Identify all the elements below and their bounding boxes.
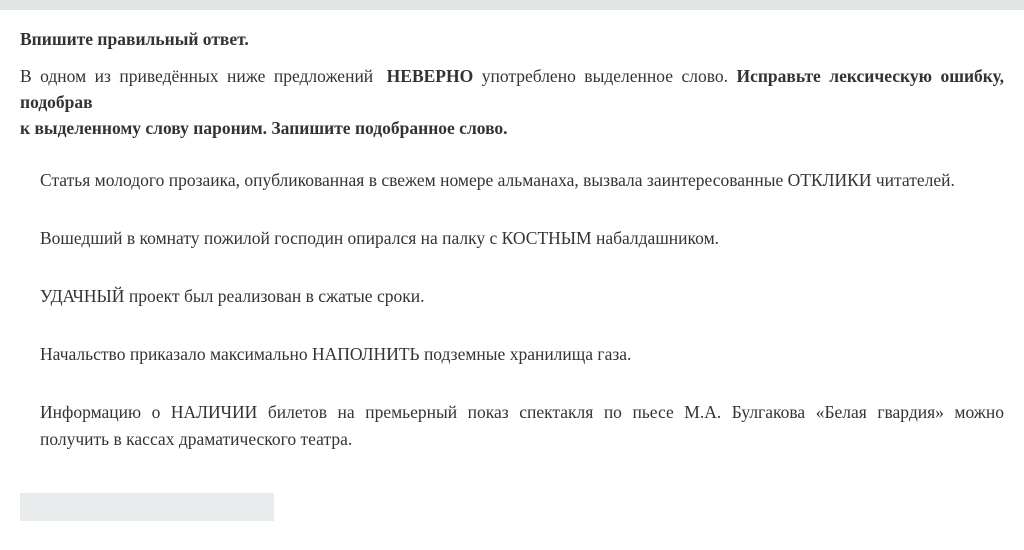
instruction-part-1: В одном из приведённых ниже предложений: [20, 66, 374, 86]
sentence-5-line-2: получить в кассах драматического театра.: [40, 429, 353, 449]
sentence-4: Начальство приказало максимально НАПОЛНИТЬ подземные хранилища газа.: [40, 344, 632, 364]
instruction-line-3-text: к выделенному слову пароним. Запишите подобранное слово.: [20, 118, 508, 138]
sentence-1: Статья молодого прозаика, опубликованная в свежем номере альманаха, вызвала заинтересованные ОТКЛИКИ читателей.: [40, 170, 955, 190]
page-title: Впишите правильный ответ.: [20, 29, 249, 49]
top-bar: [0, 0, 1024, 10]
answer-input[interactable]: [20, 493, 274, 521]
instruction-line-1: [20, 63, 1004, 89]
sentence-5-line-1: Информацию о НАЛИЧИИ билетов на премьерный показ спектакля по пьесе М.А. Булгакова «Белая гвардия» можно: [40, 402, 1004, 422]
instruction-line-2: [20, 89, 1004, 115]
instruction-bold-podobrav: подобрав: [20, 92, 93, 112]
task-instruction: [20, 63, 1004, 141]
instruction-part-2: употреблено выделенное слово.: [481, 66, 728, 86]
instruction-bold-fix: Исправьте лексическую ошибку,: [736, 66, 1005, 86]
sentence-2: Вошедший в комнату пожилой господин опирался на палку с КОСТНЫМ набалдашником.: [40, 228, 720, 248]
sentence-5: [40, 399, 1004, 453]
sentence-list: [40, 167, 1004, 453]
instruction-line-3: [20, 115, 1004, 141]
task-content: [0, 28, 1024, 521]
instruction-bold-neverno: НЕВЕРНО: [386, 66, 474, 86]
sentence-3: УДАЧНЫЙ проект был реализован в сжатые сроки.: [40, 286, 425, 306]
